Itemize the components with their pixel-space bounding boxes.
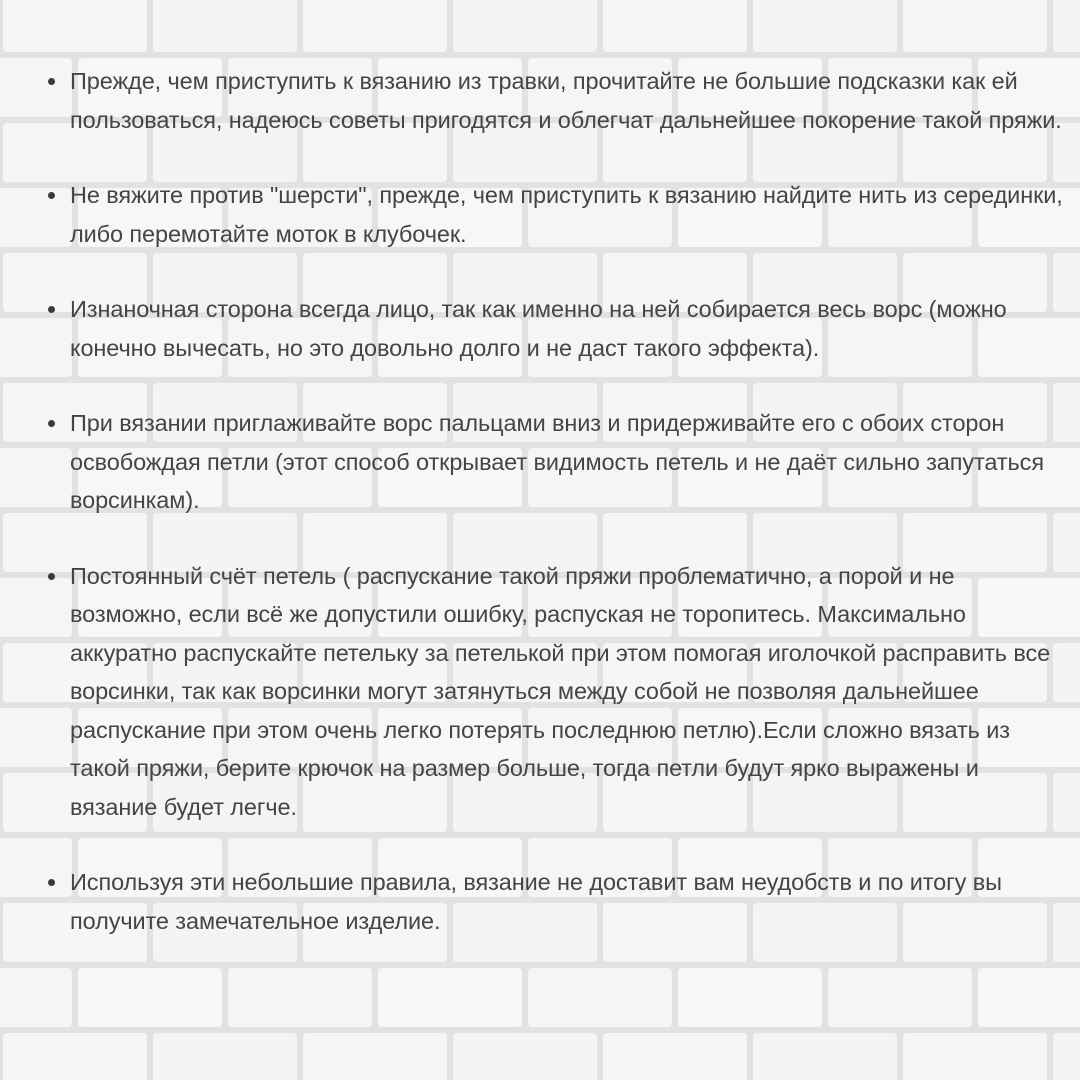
tip-text: Постоянный счёт петель ( распускание такой пряжи проблематично, а порой и не возможно, если всё же допустили ошибку, распуская не торопитесь. Максимально аккуратно распускайте петельку за петелькой при этом помогая иголочкой расправить все ворсинки, так как ворсинки могут затянуться между собой не позволяя дальнейшее распускание при этом очень легко потерять последнюю петлю).Если сложно вязать из такой пряжи, берите крючок на размер больше, тогда петли будут ярко выражены и вязание будет легче.: [70, 562, 1051, 820]
tip-text: Прежде, чем приступить к вязанию из травки, прочитайте не большие подсказки как ей пользоваться, надеюсь советы пригодятся и облегчат дальнейшее покорение такой пряжи.: [70, 68, 1062, 133]
tip-item: [40, 62, 1070, 139]
tip-text: При вязании приглаживайте ворс пальцами вниз и придерживайте его с обоих сторон освобождая петли (этот способ открывает видимость петель и не даёт сильно запутаться ворсинкам).: [70, 410, 1044, 513]
tip-item: [40, 557, 1070, 827]
bullet-icon: [40, 404, 70, 442]
tip-text: Не вяжите против "шерсти", прежде, чем приступить к вязанию найдите нить из серединки, либо перемотайте моток в клубочек.: [70, 182, 1063, 247]
tip-item: [40, 863, 1070, 940]
tip-item: [40, 290, 1070, 367]
tip-text: Изнаночная сторона всегда лицо, так как именно на ней собирается весь ворс (можно конечно вычесать, но это довольно долго и не даст такого эффекта).: [70, 296, 1007, 361]
tip-item: [40, 404, 1070, 520]
bullet-icon: [40, 290, 70, 328]
bullet-icon: [40, 176, 70, 214]
bullet-icon: [40, 557, 70, 595]
tip-text: Используя эти небольшие правила, вязание не доставит вам неудобств и по итогу вы получите замечательное изделие.: [70, 869, 1002, 934]
bullet-icon: [40, 863, 70, 901]
tip-item: [40, 176, 1070, 253]
bullet-icon: [40, 62, 70, 100]
tips-list: [40, 62, 1070, 940]
